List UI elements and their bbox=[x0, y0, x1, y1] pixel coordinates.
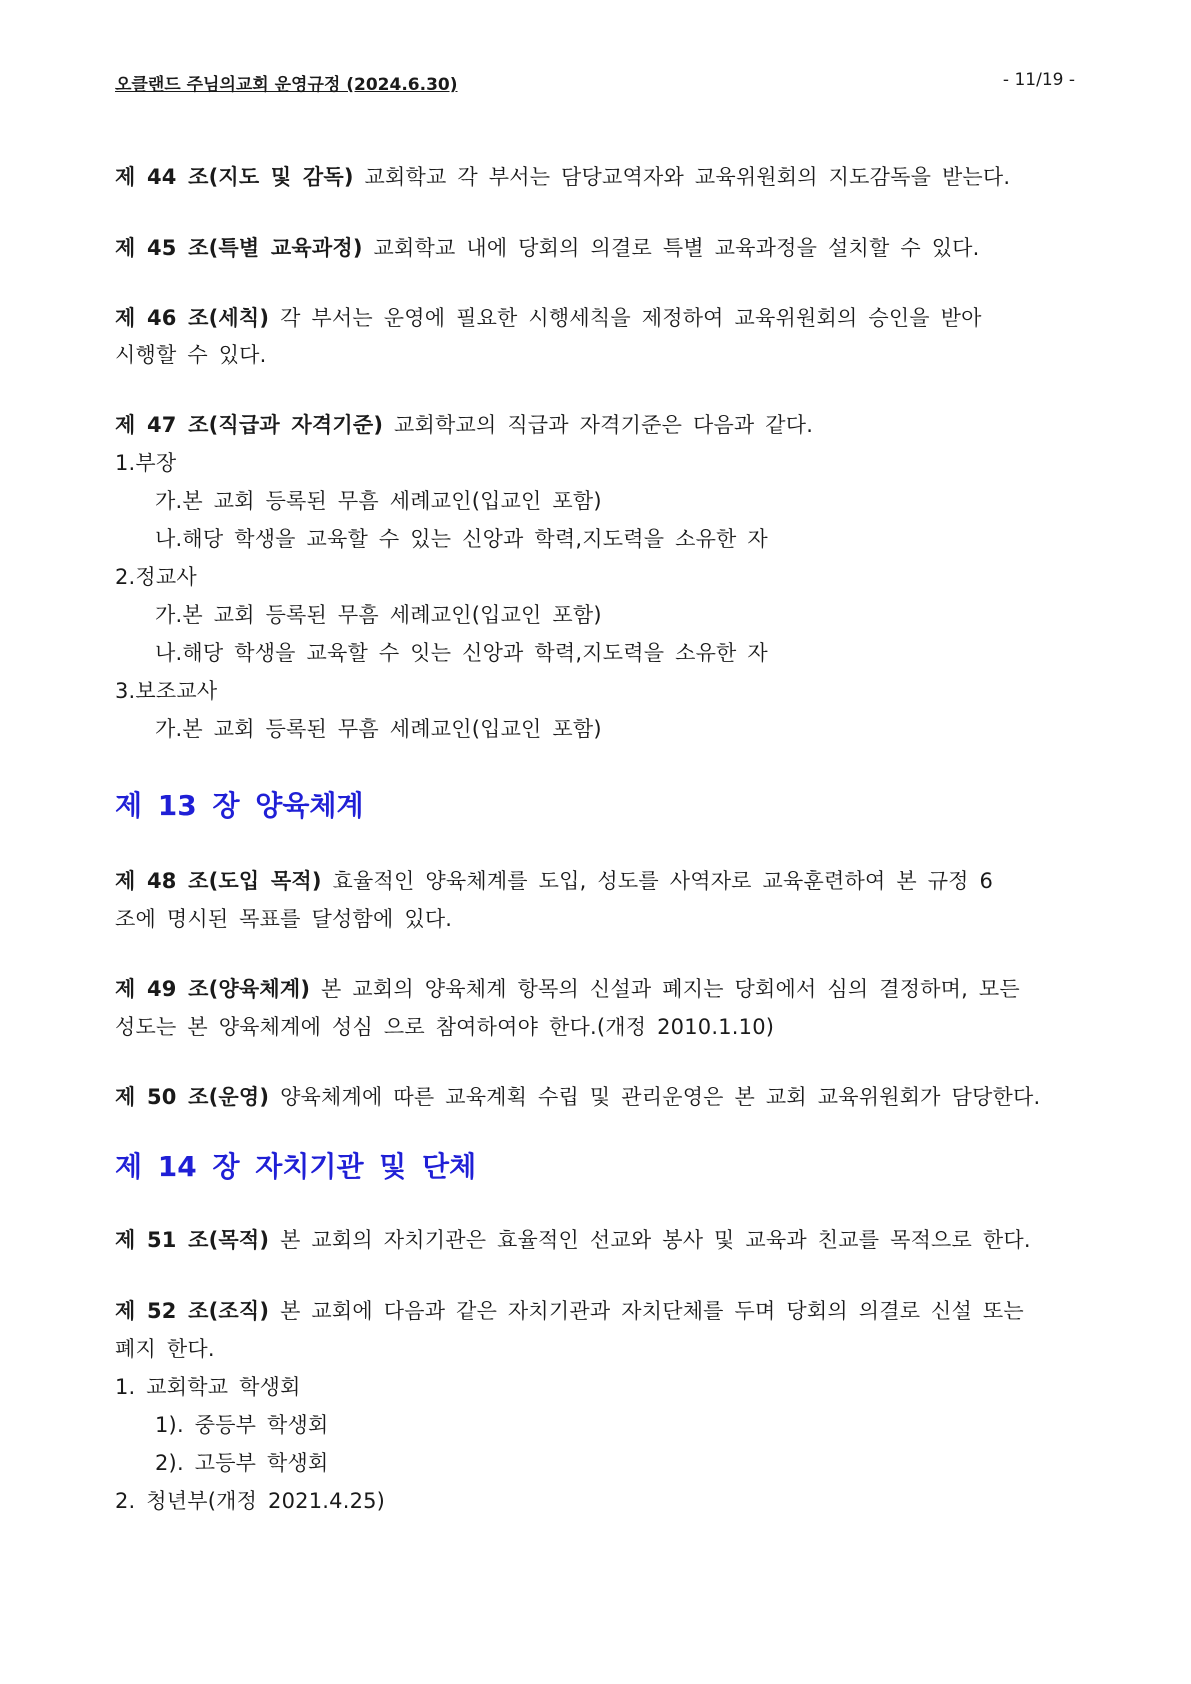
list-subitem: 가.본 교회 등록된 무흠 세례교인(입교인 포함) bbox=[155, 717, 602, 741]
chapter-heading-13: 제 13 장 양육체계 bbox=[115, 789, 364, 822]
page-number: - 11/19 - bbox=[1002, 70, 1075, 90]
article-text: 본 교회의 자치기관은 효율적인 선교와 봉사 및 교육과 친교를 목적으로 한다. bbox=[269, 1228, 1031, 1252]
article-47 bbox=[115, 411, 813, 439]
article-heading: 제 52 조(조직) bbox=[115, 1299, 270, 1323]
list-item: 1. 교회학교 학생회 bbox=[115, 1375, 301, 1399]
list-item: 3.보조교사 bbox=[115, 679, 218, 703]
page-header bbox=[115, 70, 1075, 96]
list-subitem: 2). 고등부 학생회 bbox=[155, 1451, 329, 1475]
article-heading: 제 44 조(지도 및 감독) bbox=[115, 165, 354, 189]
article-48 bbox=[115, 867, 993, 895]
article-heading: 제 45 조(특별 교육과정) bbox=[115, 236, 363, 260]
article-46-continuation: 시행할 수 있다. bbox=[115, 343, 267, 367]
article-52 bbox=[115, 1297, 1024, 1325]
article-51 bbox=[115, 1226, 1031, 1254]
article-text: 교회학교 각 부서는 담당교역자와 교육위원회의 지도감독을 받는다. bbox=[353, 165, 1011, 189]
article-text: 교회학교의 직급과 자격기준은 다음과 같다. bbox=[383, 413, 814, 437]
article-48-continuation: 조에 명시된 목표를 달성함에 있다. bbox=[115, 907, 453, 931]
article-heading: 제 48 조(도입 목적) bbox=[115, 869, 322, 893]
document-title: 오클랜드 주님의교회 운영규정 (2024.6.30) bbox=[115, 75, 458, 95]
article-49 bbox=[115, 975, 1020, 1003]
article-text: 본 교회에 다음과 같은 자치기관과 자치단체를 두며 당회의 의결로 신설 또는 bbox=[269, 1299, 1024, 1323]
article-text: 본 교회의 양육체계 항목의 신설과 폐지는 당회에서 심의 결정하며, 모든 bbox=[310, 977, 1020, 1001]
list-item: 2. 청년부(개정 2021.4.25) bbox=[115, 1489, 386, 1513]
list-subitem: 가.본 교회 등록된 무흠 세례교인(입교인 포함) bbox=[155, 603, 602, 627]
article-50 bbox=[115, 1083, 1040, 1111]
article-44 bbox=[115, 163, 1010, 191]
article-45 bbox=[115, 234, 980, 262]
article-49-continuation: 성도는 본 양육체계에 성심 으로 참여하여야 한다.(개정 2010.1.10) bbox=[115, 1015, 775, 1039]
article-46 bbox=[115, 304, 982, 332]
list-subitem: 나.해당 학생을 교육할 수 잇는 신앙과 학력,지도력을 소유한 자 bbox=[155, 641, 768, 665]
article-heading: 제 47 조(직급과 자격기준) bbox=[115, 413, 384, 437]
list-subitem: 가.본 교회 등록된 무흠 세례교인(입교인 포함) bbox=[155, 489, 602, 513]
article-52-continuation: 폐지 한다. bbox=[115, 1337, 215, 1361]
article-text: 양육체계에 따른 교육계획 수립 및 관리운영은 본 교회 교육위원회가 담당한다. bbox=[269, 1085, 1041, 1109]
chapter-heading-14: 제 14 장 자치기관 및 단체 bbox=[115, 1150, 477, 1183]
article-heading: 제 49 조(양육체계) bbox=[115, 977, 311, 1001]
list-item: 1.부장 bbox=[115, 451, 177, 475]
article-text: 각 부서는 운영에 필요한 시행세칙을 제정하여 교육위원회의 승인을 받아 bbox=[269, 306, 982, 330]
article-text: 효율적인 양육체계를 도입, 성도를 사역자로 교육훈련하여 본 규정 6 bbox=[321, 869, 994, 893]
list-subitem: 나.해당 학생을 교육할 수 있는 신앙과 학력,지도력을 소유한 자 bbox=[155, 527, 768, 551]
article-heading: 제 50 조(운영) bbox=[115, 1085, 270, 1109]
list-subitem: 1). 중등부 학생회 bbox=[155, 1413, 329, 1437]
article-text: 교회학교 내에 당회의 의결로 특별 교육과정을 설치할 수 있다. bbox=[362, 236, 980, 260]
article-heading: 제 51 조(목적) bbox=[115, 1228, 270, 1252]
article-heading: 제 46 조(세칙) bbox=[115, 306, 270, 330]
list-item: 2.정교사 bbox=[115, 565, 197, 589]
